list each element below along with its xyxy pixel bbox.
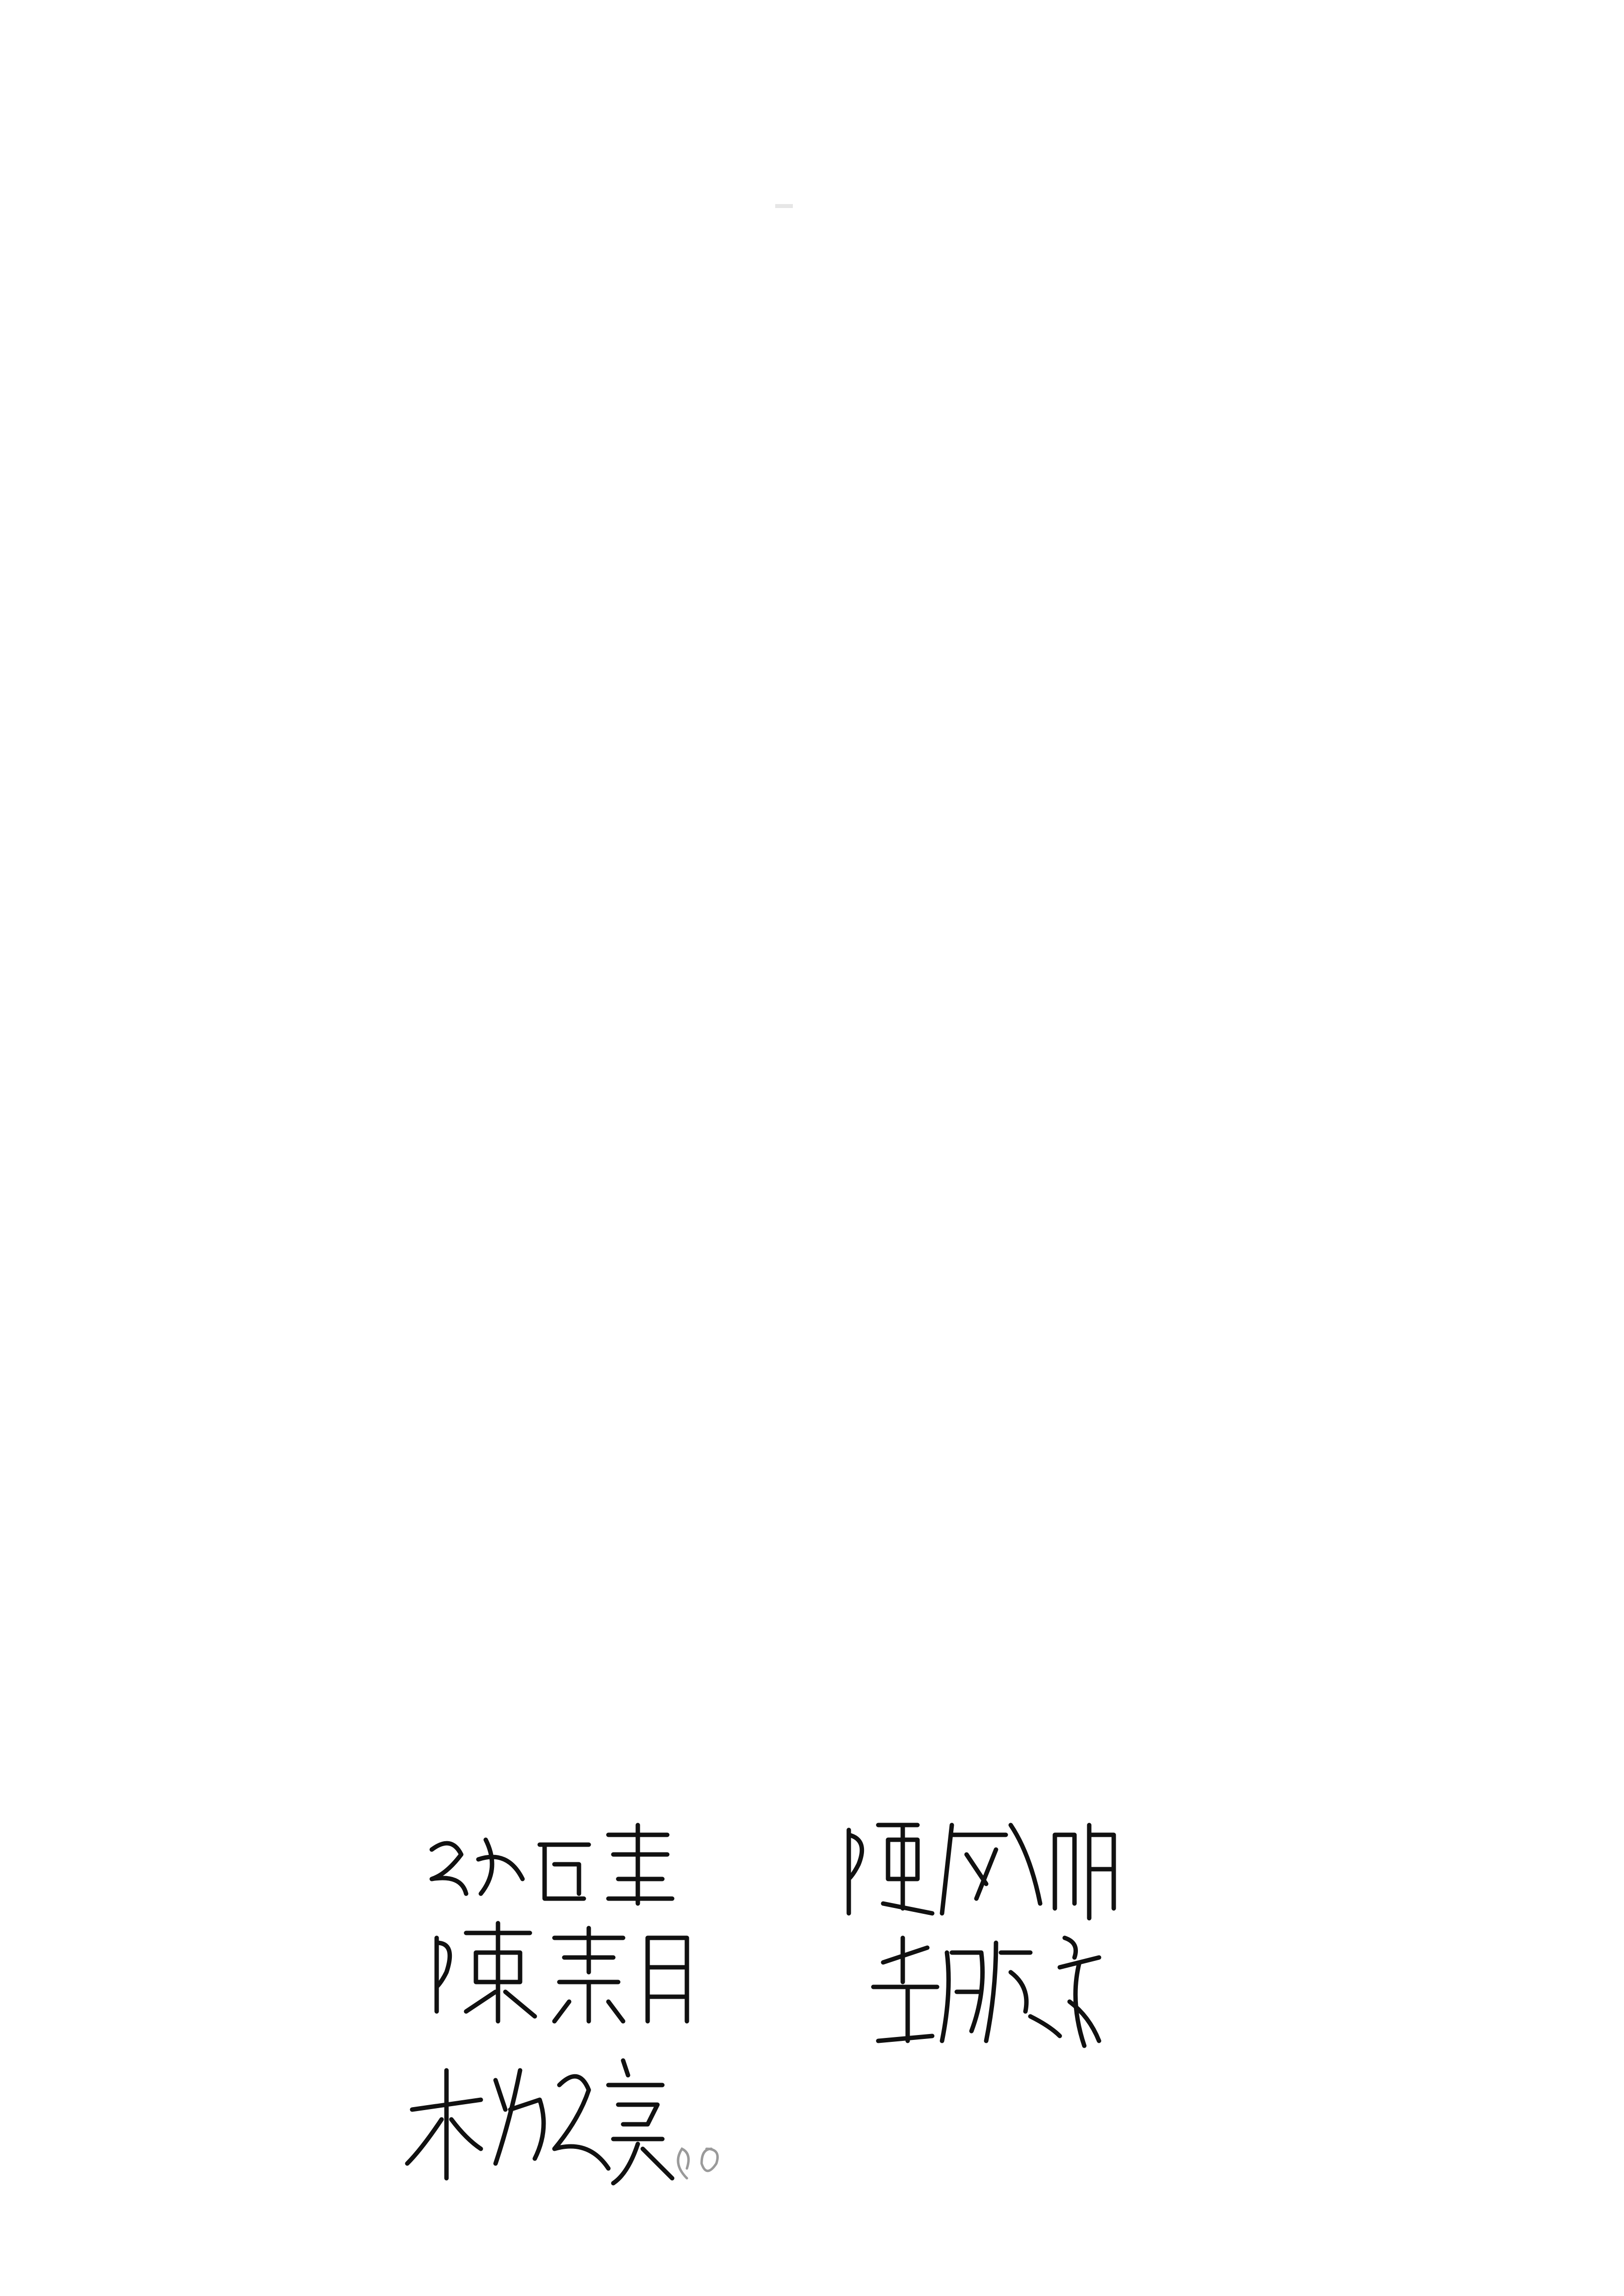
signature — [432, 1825, 672, 1904]
handwritten-signatures — [393, 1805, 1227, 2247]
category-stamp — [775, 177, 800, 235]
signature — [437, 1923, 687, 2021]
signature — [873, 1938, 1099, 2046]
signature — [407, 2061, 718, 2183]
signature — [849, 1825, 1114, 1918]
stamp-category — [775, 204, 793, 208]
